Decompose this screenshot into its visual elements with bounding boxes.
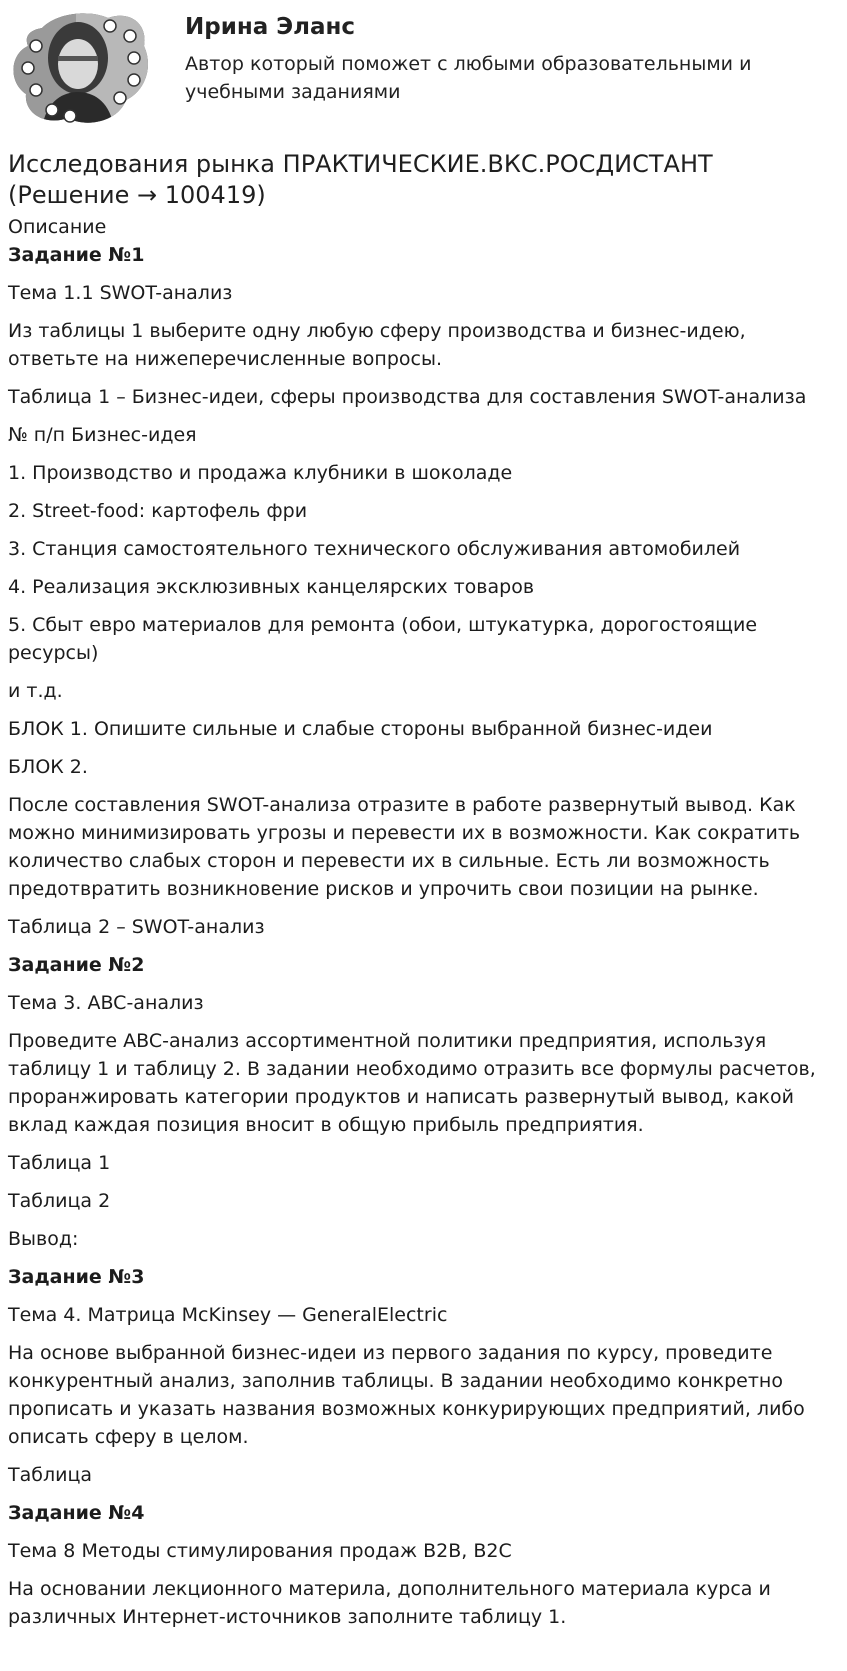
- topic-line: Тема 4. Матрица McKinsey — GeneralElectric: [8, 1304, 448, 1326]
- list-item: 1. Производство и продажа клубники в шоколаде: [8, 462, 513, 484]
- table-caption: Таблица 2: [8, 1190, 111, 1212]
- task-heading: Задание №2: [8, 954, 145, 976]
- list-item: 3. Станция самостоятельного технического обслуживания автомобилей: [8, 538, 741, 560]
- task-heading: Задание №3: [8, 1266, 145, 1288]
- author-card: [0, 0, 847, 140]
- table-caption: Таблица 1: [8, 1152, 111, 1174]
- paragraph: БЛОК 1. Опишите сильные и слабые стороны выбранной бизнес-идеи: [8, 718, 713, 740]
- topic-line: Тема 8 Методы стимулирования продаж B2B, B2C: [8, 1540, 512, 1562]
- paragraph: На основании лекционного материла, дополнительного материала курса и различных Интернет-источников заполните таблицу 1.: [8, 1578, 771, 1628]
- table-header: № п/п Бизнес-идея: [8, 424, 197, 446]
- document-content: [0, 149, 847, 1631]
- author-name[interactable]: Ирина Эланс: [185, 14, 356, 40]
- list-item: 5. Сбыт евро материалов для ремонта (обои, штукатурка, дорогостоящие ресурсы): [8, 614, 758, 664]
- list-item: 2. Street-food: картофель фри: [8, 500, 308, 522]
- page-title: Исследования рынка ПРАКТИЧЕСКИЕ.ВКС.РОСДИСТАНТ (Решение → 100419): [8, 150, 713, 209]
- author-description: Автор который поможет с любыми образовательными и учебными заданиями: [185, 53, 752, 103]
- paragraph: Из таблицы 1 выберите одну любую сферу производства и бизнес-идею, ответьте на нижеперечисленные вопросы.: [8, 320, 746, 370]
- paragraph: Вывод:: [8, 1228, 79, 1250]
- task-heading: Задание №1: [8, 244, 145, 266]
- task-heading: Задание №4: [8, 1502, 145, 1524]
- paragraph: Проведите ABC-анализ ассортиментной политики предприятия, используя таблицу 1 и таблицу 2. В задании необходимо отразить все формулы расчетов, проранжировать категории продуктов и написать развернутый вывод, какой вклад каждая позиция вносит в общую прибыль предприятия.: [8, 1030, 816, 1136]
- topic-line: Тема 1.1 SWOT-анализ: [8, 282, 233, 304]
- table-caption: Таблица 1 – Бизнес-идеи, сферы производства для составления SWOT-анализа: [8, 386, 807, 408]
- paragraph: и т.д.: [8, 680, 63, 702]
- description-label: Описание: [8, 216, 107, 238]
- table-caption: Таблица 2 – SWOT-анализ: [8, 916, 265, 938]
- list-item: 4. Реализация эксклюзивных канцелярских товаров: [8, 576, 535, 598]
- topic-line: Тема 3. ABC-анализ: [8, 992, 204, 1014]
- table-caption: Таблица: [8, 1464, 93, 1486]
- paragraph: После составления SWOT-анализа отразите в работе развернутый вывод. Как можно минимизировать угрозы и перевести их в возможности. Как сократить количество слабых сторон и перевести их в сильные. Есть ли возможность предотвратить возникновение рисков и упрочить свои позиции на рынке.: [8, 794, 801, 900]
- author-avatar[interactable]: [6, 6, 154, 128]
- paragraph: На основе выбранной бизнес-идеи из первого задания по курсу, проведите конкурентный анализ, заполнив таблицы. В задании необходимо конкретно прописать и указать названия возможных конкурирующих предприятий, либо описать сферу в целом.: [8, 1342, 805, 1448]
- paragraph: БЛОК 2.: [8, 756, 88, 778]
